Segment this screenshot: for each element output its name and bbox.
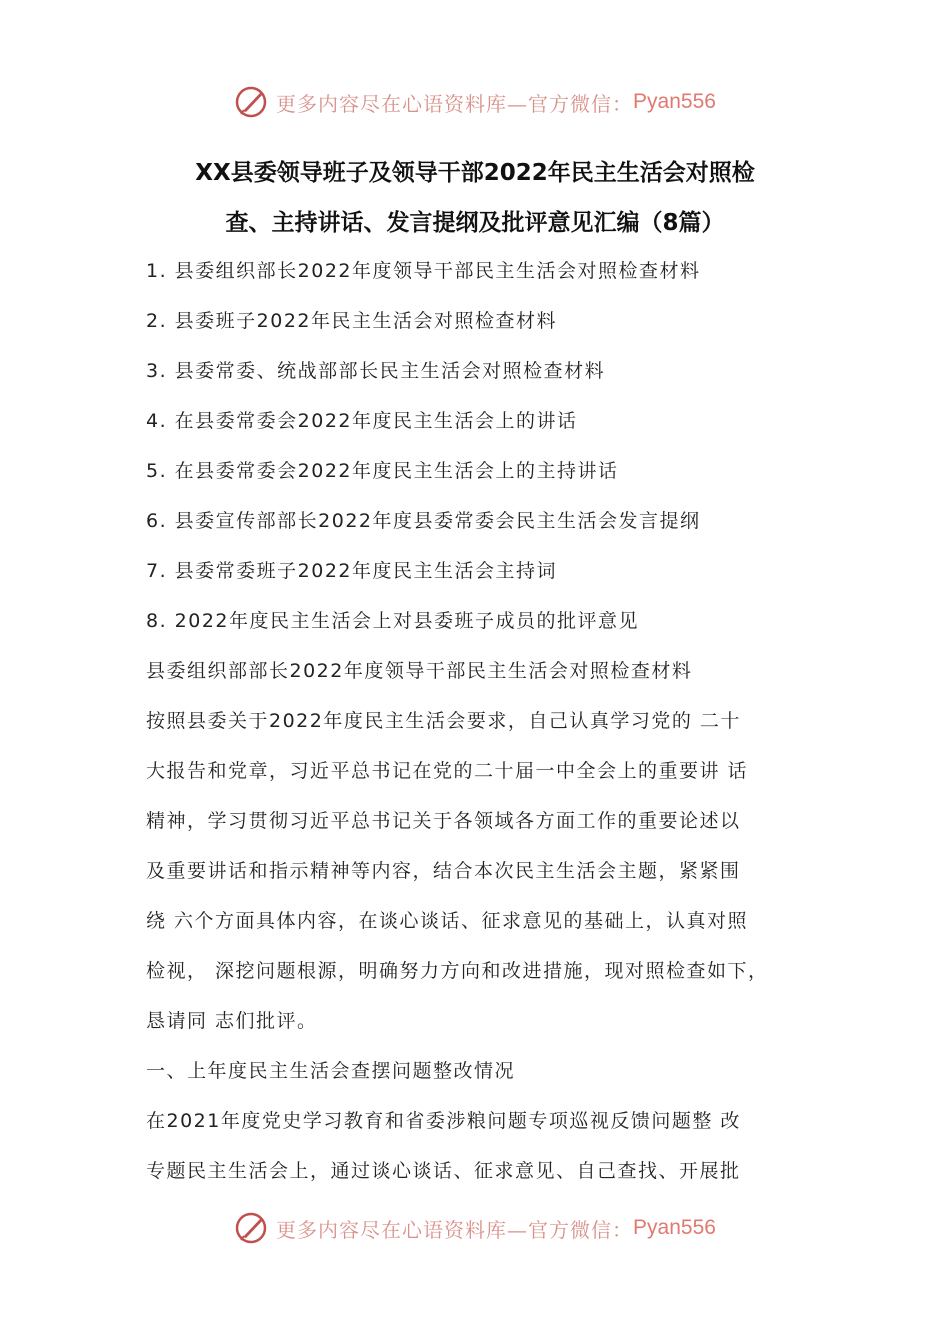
paragraph1-line: 按照县委关于2022年度民主生活会要求，自己认真学习党的 二十 (146, 710, 741, 732)
section-title: 县委组织部部长2022年度领导干部民主生活会对照检查材料 (146, 660, 693, 682)
toc-item-4: 4. 在县委常委会2022年度民主生活会上的讲话 (146, 410, 578, 432)
toc-item-7: 7. 县委常委班子2022年度民主生活会主持词 (146, 560, 558, 582)
watermark-wechat-id: Pyan556 (633, 90, 716, 113)
watermark-text: 更多内容尽在心语资料库—官方微信： (276, 1217, 634, 1242)
toc-item-2: 2. 县委班子2022年民主生活会对照检查材料 (146, 310, 558, 332)
toc-item-6: 6. 县委宣传部部长2022年度县委常委会民主生活会发言提纲 (146, 510, 701, 532)
footer-watermark (0, 1206, 950, 1250)
document-title-line1: XX县委领导班子及领导干部2022年民主生活会对照检 (195, 160, 755, 186)
paragraph1-line: 精神，学习贯彻习近平总书记关于各领域各方面工作的重要论述以 (146, 810, 741, 832)
section-heading-1: 一、上年度民主生活会查摆问题整改情况 (146, 1060, 516, 1082)
paragraph2-line: 专题民主生活会上，通过谈心谈话、征求意见、自己查找、开展批 (146, 1160, 741, 1182)
toc-item-8: 8. 2022年度民主生活会上对县委班子成员的批评意见 (146, 610, 640, 632)
toc-item-5: 5. 在县委常委会2022年度民主生活会上的主持讲话 (146, 460, 619, 482)
paragraph1-line: 大报告和党章，习近平总书记在党的二十届一中全会上的重要讲 话 (146, 760, 749, 782)
paragraph1-line: 检视， 深挖问题根源，明确努力方向和改进措施，现对照检查如下， (146, 960, 769, 982)
paragraph1-line: 恳请同 志们批评。 (146, 1010, 318, 1032)
watermark-wechat-id: Pyan556 (633, 1216, 716, 1239)
paragraph1-line: 及重要讲话和指示精神等内容，结合本次民主生活会主题，紧紧围 (146, 860, 741, 882)
document-title-line2: 查、主持讲话、发言提纲及批评意见汇编（8篇） (225, 210, 725, 236)
quill-logo-icon (234, 84, 270, 120)
paragraph2-line: 在2021年度党史学习教育和省委涉粮问题专项巡视反馈问题整 改 (146, 1110, 741, 1132)
paragraph1-line: 绕 六个方面具体内容，在谈心谈话、征求意见的基础上，认真对照 (146, 910, 749, 932)
watermark-text: 更多内容尽在心语资料库—官方微信： (276, 91, 634, 116)
header-watermark (0, 80, 950, 124)
quill-logo-icon (234, 1210, 270, 1246)
toc-item-1: 1. 县委组织部长2022年度领导干部民主生活会对照检查材料 (146, 260, 701, 282)
toc-item-3: 3. 县委常委、统战部部长民主生活会对照检查材料 (146, 360, 606, 382)
